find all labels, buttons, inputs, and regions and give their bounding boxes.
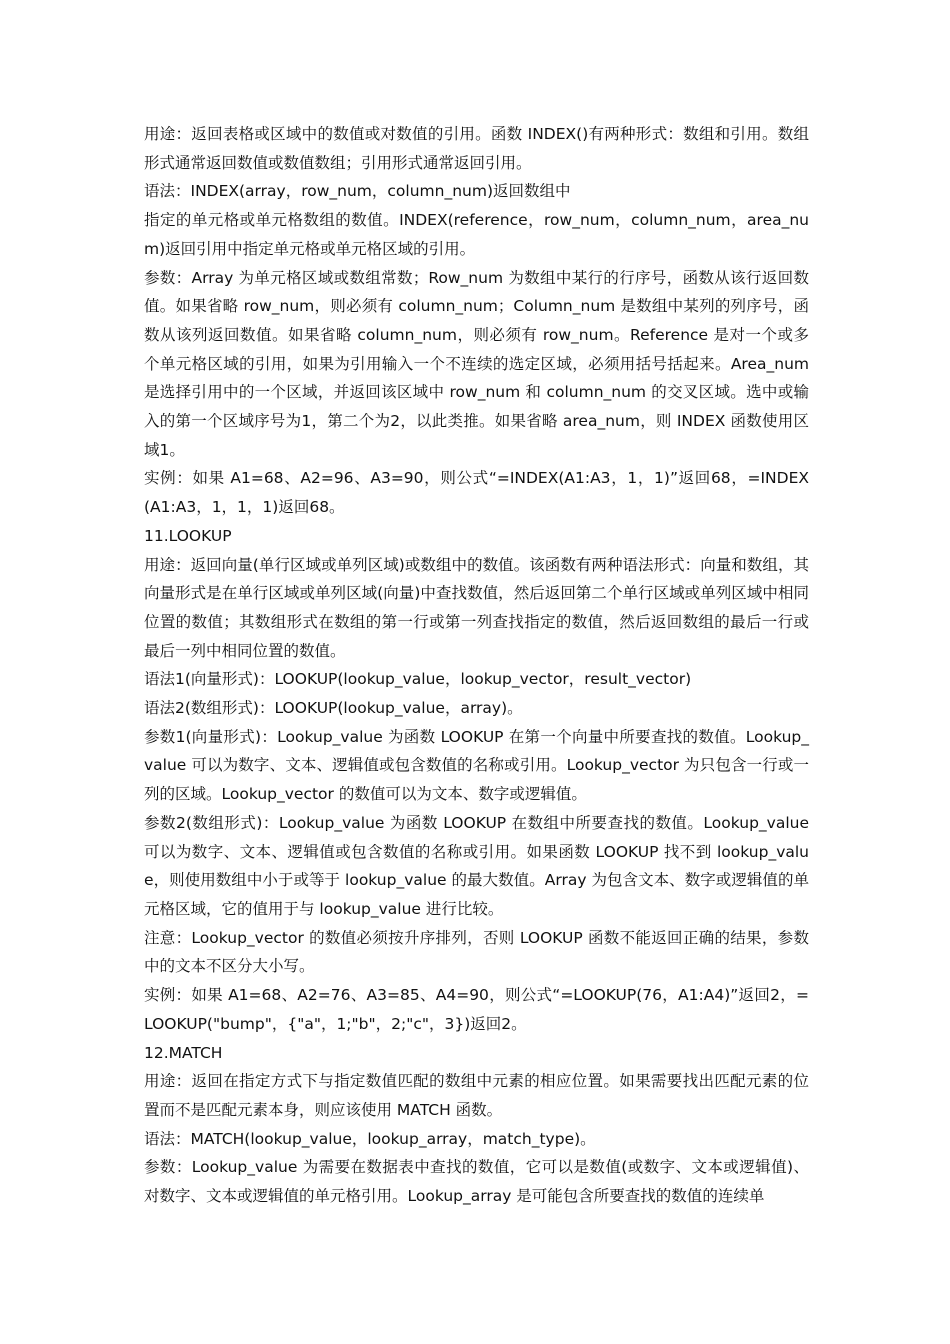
index-example-paragraph: 实例：如果 A1=68、A2=96、A3=90，则公式“=INDEX(A1:A3，1，1)”返回68，=INDEX(A1:A3，1，1，1)返回68。 <box>144 469 809 517</box>
lookup-parameters1-paragraph: 参数1(向量形式)：Lookup_value 为函数 LOOKUP 在第一个向量中所要查找的数值。Lookup_value 可以为数字、文本、逻辑值或包含数值的名称或引用。Lookup_vector 为只包含一行或一列的区域。Lookup_vector 的数值可以为文本、数字或逻辑值。 <box>144 727 809 804</box>
index-syntax-continued-paragraph: 指定的单元格或单元格数组的数值。INDEX(reference，row_num，column_num，area_num)返回引用中指定单元格或单元格区域的引用。 <box>144 211 809 258</box>
lookup-syntax1-line: 语法1(向量形式)：LOOKUP(lookup_value，lookup_vector，result_vector) <box>144 670 692 689</box>
index-parameters-paragraph: 参数：Array 为单元格区域或数组常数；Row_num 为数组中某行的行序号，函数从该行返回数值。如果省略 row_num，则必须有 column_num；Column_num 是数组中某列的列序号，函数从该列返回数值。如果省略 column_num，则必须有 row_num。Reference 是对一个或多个单元格区域的引用，如果为引用输入一个不连续的选定区域，必须用括号括起来。Area_num 是选择引用中的一个区域，并返回该区域中 row_num 和 column_num 的交叉区域。选中或输入的第一个区域序号为1，第二个为2，以此类推。如果省略 area_num，则 INDEX 函数使用区域1。 <box>144 268 809 459</box>
lookup-section-heading: 11.LOOKUP <box>144 526 232 545</box>
lookup-usage-paragraph: 用途：返回向量(单行区域或单列区域)或数组中的数值。该函数有两种语法形式：向量和数组，其向量形式是在单行区域或单列区域(向量)中查找数值，然后返回第二个单行区域或单列区域中相同位置的数值；其数组形式在数组的第一行或第一列查找指定的数值，然后返回数组的最后一行或最后一列中相同位置的数值。 <box>144 555 809 660</box>
lookup-parameters2-paragraph: 参数2(数组形式)：Lookup_value 为函数 LOOKUP 在数组中所要查找的数值。Lookup_value 可以为数字、文本、逻辑值或包含数值的名称或引用。如果函数 LOOKUP 找不到 lookup_value，则使用数组中小于或等于 lookup_value 的最大数值。Array 为包含文本、数字或逻辑值的单元格区域，它的值用于与 lookup_value 进行比较。 <box>144 813 809 918</box>
index-syntax-line: 语法：INDEX(array，row_num，column_num)返回数组中 <box>144 182 571 201</box>
match-parameters-paragraph: 参数：Lookup_value 为需要在数据表中查找的数值，它可以是数值(或数字、文本或逻辑值)、对数字、文本或逻辑值的单元格引用。Lookup_array 是可能包含所要查找的数值的连续单 <box>144 1158 809 1206</box>
lookup-note-paragraph: 注意：Lookup_vector 的数值必须按升序排列，否则 LOOKUP 函数不能返回正确的结果，参数中的文本不区分大小写。 <box>144 928 809 976</box>
lookup-syntax2-line: 语法2(数组形式)：LOOKUP(lookup_value，array)。 <box>144 699 523 718</box>
match-usage-paragraph: 用途：返回在指定方式下与指定数值匹配的数组中元素的相应位置。如果需要找出匹配元素的位置而不是匹配元素本身，则应该使用 MATCH 函数。 <box>144 1072 809 1119</box>
document-body <box>144 120 809 1211</box>
index-usage-paragraph: 用途：返回表格或区域中的数值或对数值的引用。函数 INDEX()有两种形式：数组和引用。数组形式通常返回数值或数值数组；引用形式通常返回引用。 <box>144 125 809 172</box>
match-section-heading: 12.MATCH <box>144 1043 223 1062</box>
match-syntax-line: 语法：MATCH(lookup_value，lookup_array，match_type)。 <box>144 1129 596 1148</box>
lookup-example-paragraph: 实例：如果 A1=68、A2=76、A3=85、A4=90，则公式“=LOOKUP(76，A1:A4)”返回2，=LOOKUP("bump"，{"a"，1;"b"，2;"c"，3})返回2。 <box>144 986 809 1033</box>
